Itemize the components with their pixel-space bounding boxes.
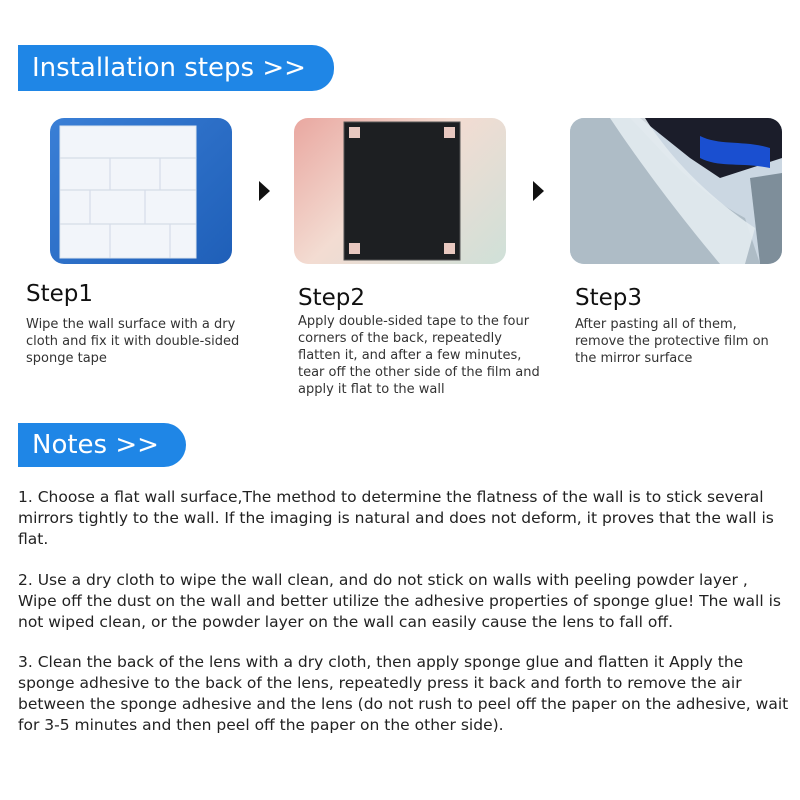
step3-image [570,118,782,264]
installation-steps-header [18,45,334,91]
note-1: 1. Choose a flat wall surface,The method to determine the flatness of the wall is to stick several mirrors tightly to the wall. If the imaging is natural and does not deform, it proves that the wall is flat. [18,488,774,548]
step1-image [50,118,232,264]
step1-title: Step1 [26,281,94,307]
note-3: 3. Clean the back of the lens with a dry cloth, then apply sponge glue and flatten it Apply the sponge adhesive to the back of the lens, repeatedly press it back and forth to remove the air between the sponge adhesive and the lens (do not rush to peel off the paper on the adhesive, wait for 3-5 minutes and then peel off the paper on the other side). [18,653,789,734]
installation-steps-label: Installation steps >> [32,53,306,83]
notes-label: Notes >> [32,430,159,460]
mirror-back-with-tape-illustration [294,118,506,264]
step2-title: Step2 [298,285,366,311]
triangle-right-icon [259,181,270,201]
note-2: 2. Use a dry cloth to wipe the wall clean, and do not stick on walls with peeling powder layer , Wipe off the dust on the wall and better utilize the adhesive properties of sponge glue! The wall is not wiped clean, or the powder layer on the wall can easily cause the lens to fall off. [18,571,781,631]
step2-description: Apply double-sided tape to the four corners of the back, repeatedly flatten it, and after a few minutes, tear off the other side of the film and apply it flat to the wall [298,314,540,397]
peeling-film-illustration [570,118,782,264]
step3-description: After pasting all of them, remove the protective film on the mirror surface [575,317,769,366]
step3-title: Step3 [575,285,643,311]
step2-image [294,118,506,264]
foam-tape-sheet-illustration [50,118,232,264]
triangle-right-icon [533,181,544,201]
notes-header [18,423,186,467]
step1-description: Wipe the wall surface with a dry cloth and fix it with double-sided sponge tape [26,317,240,366]
